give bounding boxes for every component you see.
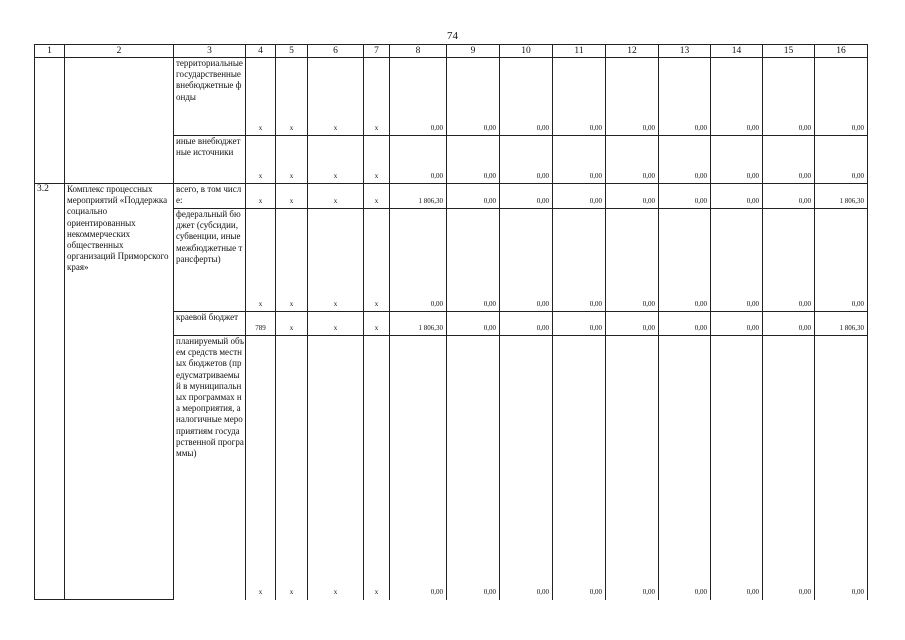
column-header: 10 bbox=[500, 45, 553, 58]
amount-cell: 0,00 bbox=[553, 209, 606, 312]
code-cell: x bbox=[308, 209, 364, 312]
amount-cell: 0,00 bbox=[500, 336, 553, 600]
row-number-cell: 3.2 bbox=[35, 184, 65, 600]
amount-cell: 0,00 bbox=[500, 136, 553, 184]
amount-cell: 0,00 bbox=[447, 312, 500, 336]
code-cell: x bbox=[308, 58, 364, 136]
column-header: 8 bbox=[390, 45, 447, 58]
amount-cell: 0,00 bbox=[711, 312, 763, 336]
column-header: 12 bbox=[606, 45, 659, 58]
funding-source-cell: краевой бюджет bbox=[174, 312, 246, 336]
column-header: 16 bbox=[815, 45, 868, 58]
page-number: 74 bbox=[447, 30, 458, 42]
amount-cell: 0,00 bbox=[659, 58, 711, 136]
amount-cell: 0,00 bbox=[711, 184, 763, 209]
code-cell: x bbox=[364, 58, 390, 136]
amount-cell: 0,00 bbox=[447, 136, 500, 184]
code-cell: x bbox=[308, 336, 364, 600]
code-cell: x bbox=[276, 184, 308, 209]
code-cell: x bbox=[276, 58, 308, 136]
amount-cell: 0,00 bbox=[447, 58, 500, 136]
column-header: 5 bbox=[276, 45, 308, 58]
amount-cell: 0,00 bbox=[500, 58, 553, 136]
amount-cell: 0,00 bbox=[763, 136, 815, 184]
amount-cell: 0,00 bbox=[447, 209, 500, 312]
amount-cell: 0,00 bbox=[553, 184, 606, 209]
code-cell: x bbox=[246, 336, 276, 600]
code-cell: x bbox=[276, 336, 308, 600]
amount-cell: 0,00 bbox=[763, 209, 815, 312]
budget-table bbox=[34, 44, 868, 600]
code-cell: x bbox=[246, 184, 276, 209]
amount-cell: 0,00 bbox=[659, 336, 711, 600]
amount-cell: 0,00 bbox=[390, 209, 447, 312]
amount-cell: 0,00 bbox=[815, 209, 868, 312]
amount-cell: 0,00 bbox=[711, 209, 763, 312]
column-header: 4 bbox=[246, 45, 276, 58]
table-body bbox=[35, 45, 868, 600]
amount-cell: 0,00 bbox=[659, 209, 711, 312]
table-row bbox=[35, 58, 868, 136]
column-header: 6 bbox=[308, 45, 364, 58]
amount-cell: 0,00 bbox=[815, 136, 868, 184]
column-header: 2 bbox=[65, 45, 174, 58]
column-header: 11 bbox=[553, 45, 606, 58]
column-header: 7 bbox=[364, 45, 390, 58]
amount-cell: 0,00 bbox=[553, 312, 606, 336]
funding-source-cell: всего, в том числе: bbox=[174, 184, 246, 209]
amount-cell: 1 806,30 bbox=[815, 184, 868, 209]
code-cell: x bbox=[308, 312, 364, 336]
code-cell: 789 bbox=[246, 312, 276, 336]
row-name-cell: Комплекс процессных мероприятий «Поддержка социально ориентированных некоммерческих общественных организаций Приморского края» bbox=[65, 184, 174, 600]
column-header: 9 bbox=[447, 45, 500, 58]
amount-cell: 0,00 bbox=[606, 136, 659, 184]
code-cell: x bbox=[308, 136, 364, 184]
header-row bbox=[35, 45, 868, 58]
amount-cell: 0,00 bbox=[553, 336, 606, 600]
amount-cell: 0,00 bbox=[659, 312, 711, 336]
amount-cell: 0,00 bbox=[659, 184, 711, 209]
code-cell: x bbox=[246, 209, 276, 312]
column-header: 13 bbox=[659, 45, 711, 58]
amount-cell: 0,00 bbox=[606, 312, 659, 336]
amount-cell: 0,00 bbox=[447, 336, 500, 600]
amount-cell: 0,00 bbox=[815, 336, 868, 600]
funding-source-cell: федеральный бюджет (субсидии, субвенции, иные межбюджетные трансферты) bbox=[174, 209, 246, 312]
amount-cell: 0,00 bbox=[500, 209, 553, 312]
code-cell: x bbox=[364, 184, 390, 209]
amount-cell: 0,00 bbox=[763, 312, 815, 336]
amount-cell: 0,00 bbox=[553, 58, 606, 136]
code-cell: x bbox=[364, 336, 390, 600]
code-cell: x bbox=[364, 209, 390, 312]
amount-cell: 0,00 bbox=[390, 136, 447, 184]
column-header: 3 bbox=[174, 45, 246, 58]
amount-cell: 0,00 bbox=[815, 58, 868, 136]
amount-cell: 0,00 bbox=[500, 312, 553, 336]
table-row bbox=[35, 184, 868, 209]
code-cell: x bbox=[276, 312, 308, 336]
code-cell: x bbox=[246, 58, 276, 136]
amount-cell: 0,00 bbox=[606, 336, 659, 600]
amount-cell: 1 806,30 bbox=[390, 184, 447, 209]
code-cell: x bbox=[364, 136, 390, 184]
column-header: 1 bbox=[35, 45, 65, 58]
amount-cell: 0,00 bbox=[711, 336, 763, 600]
code-cell: x bbox=[246, 136, 276, 184]
amount-cell: 1 806,30 bbox=[390, 312, 447, 336]
code-cell: x bbox=[308, 184, 364, 209]
amount-cell: 0,00 bbox=[659, 136, 711, 184]
row-number-cell bbox=[35, 58, 65, 184]
column-header: 14 bbox=[711, 45, 763, 58]
amount-cell: 0,00 bbox=[390, 58, 447, 136]
amount-cell: 0,00 bbox=[606, 209, 659, 312]
amount-cell: 0,00 bbox=[711, 136, 763, 184]
amount-cell: 0,00 bbox=[447, 184, 500, 209]
amount-cell: 0,00 bbox=[763, 58, 815, 136]
amount-cell: 1 806,30 bbox=[815, 312, 868, 336]
amount-cell: 0,00 bbox=[500, 184, 553, 209]
amount-cell: 0,00 bbox=[763, 336, 815, 600]
amount-cell: 0,00 bbox=[711, 58, 763, 136]
code-cell: x bbox=[276, 136, 308, 184]
funding-source-cell: территориальные государственные внебюджетные фонды bbox=[174, 58, 246, 136]
funding-source-cell: планируемый объем средств местных бюджетов (предусматриваемый в муниципальных программах на мероприятия, аналогичные мероприятиям государственной программы) bbox=[174, 336, 246, 600]
code-cell: x bbox=[364, 312, 390, 336]
funding-source-cell: иные внебюджетные источники bbox=[174, 136, 246, 184]
row-name-cell bbox=[65, 58, 174, 184]
amount-cell: 0,00 bbox=[390, 336, 447, 600]
amount-cell: 0,00 bbox=[763, 184, 815, 209]
column-header: 15 bbox=[763, 45, 815, 58]
amount-cell: 0,00 bbox=[553, 136, 606, 184]
amount-cell: 0,00 bbox=[606, 58, 659, 136]
code-cell: x bbox=[276, 209, 308, 312]
amount-cell: 0,00 bbox=[606, 184, 659, 209]
